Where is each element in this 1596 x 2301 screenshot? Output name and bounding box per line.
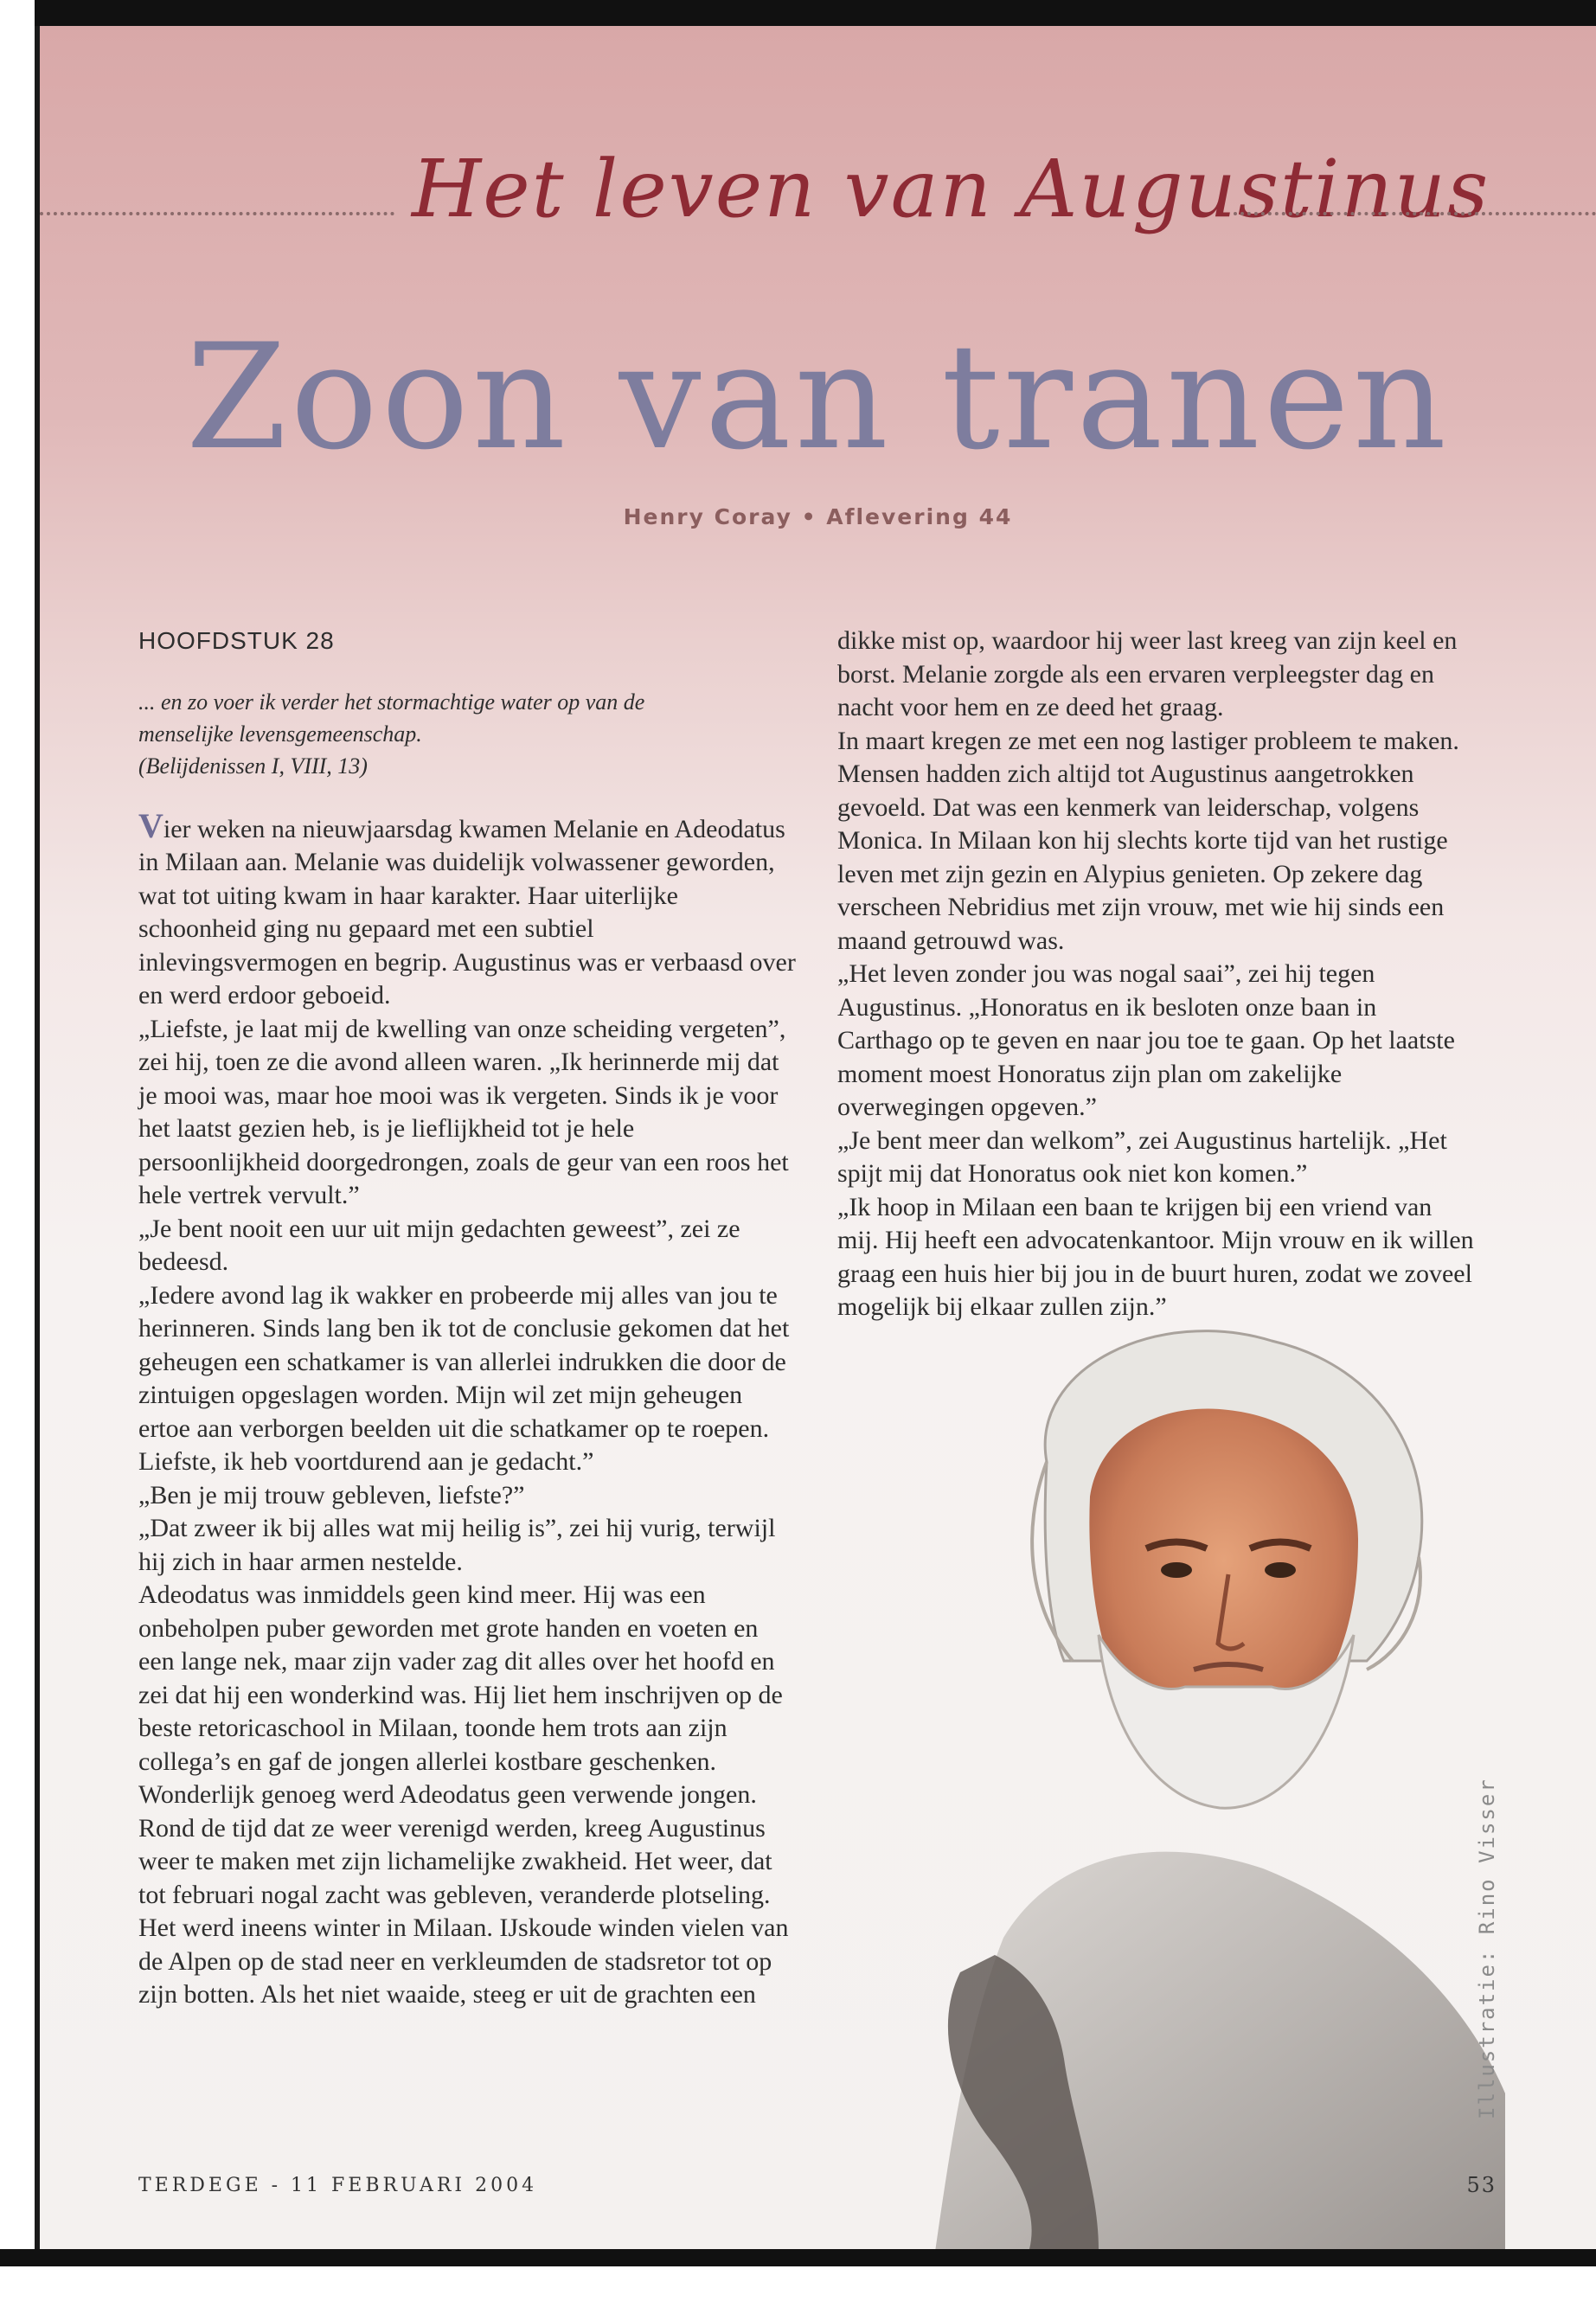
- paragraph: „Je bent meer dan welkom”, zei Augustinus hartelijk. „Het spijt mij dat Honoratus ook niet kon komen.”: [837, 1125, 1447, 1188]
- epigraph: [138, 686, 796, 782]
- right-column: [837, 625, 1477, 1324]
- top-border: [0, 0, 1596, 26]
- dotted-rule-right: [1234, 212, 1596, 215]
- paragraph: „Liefste, je laat mij de kwelling van onze scheiding vergeten”, zei hij, toen ze die avond alleen waren. „Ik herinnerde mij dat je mooi was, maar hoe mooi was ik vergeten. Sinds ik je voor het laatst gezien heb, is je lieflijkheid tot je hele persoonlijkheid doorgedrongen, zoals de geur van een roos het hele vertrek vervult.”: [138, 1014, 789, 1209]
- paragraph: „Ik hoop in Milaan een baan te krijgen bij een vriend van mij. Hij heeft een advocatenkantoor. Mijn vrouw en ik willen graag een huis hier bij jou in de buurt huren, zodat we zoveel mogelijk bij elkaar zullen zijn.”: [837, 1192, 1474, 1321]
- bottom-margin: [0, 2266, 1596, 2301]
- paragraph: Adeodatus was inmiddels geen kind meer. Hij was een onbeholpen puber geworden met grote handen en voeten en een lange nek, maar zijn vader zag dit alles over het hoofd en zei dat hij een wonderkind was. Hij liet hem inschrijven op de beste retoricaschool in Milaan, toonde hem trots aan zijn collega’s en gaf de jongen allerlei kostbare geschenken. Wonderlijk genoeg werd Adeodatus geen verwende jongen.: [138, 1580, 783, 1809]
- bottom-border: [0, 2249, 1596, 2266]
- left-column: [138, 625, 796, 2012]
- paragraph-text: ier weken na nieuwjaarsdag kwamen Melanie en Adeodatus in Milaan aan. Melanie was duidelijk volwassener geworden, wat tot uiting kwam in haar karakter. Haar uiterlijke schoonheid ging nu gepaard met een subtiel inlevingsvermogen en begrip. Augustinus was er verbaasd over en werd erdoor geboeid.: [138, 814, 796, 1009]
- chapter-heading: HOOFDSTUK 28: [138, 627, 335, 654]
- left-margin: [0, 0, 35, 2301]
- paragraph: „Ben je mij trouw gebleven, liefste?”: [138, 1480, 525, 1509]
- paragraph: In maart kregen ze met een nog lastiger probleem te maken. Mensen hadden zich altijd tot Augustinus aangetrokken gevoeld. Dat was een kenmerk van leiderschap, volgens Monica. In Milaan kon hij slechts korte tijd van het rustige leven met zijn gezin en Alypius genieten. Op zekere dag verscheen Nebridius met zijn vrouw, met wie hij sinds een maand getrouwd was.: [837, 726, 1459, 955]
- paragraph: „Dat zweer ik bij alles wat mij heilig is”, zei hij vurig, terwijl hij zich in haar armen nestelde.: [138, 1514, 776, 1576]
- illustration-credit: [1475, 1778, 1509, 2119]
- dotted-rule-left: [40, 212, 394, 215]
- paragraph: [138, 805, 796, 1013]
- paragraph: dikke mist op, waardoor hij weer last kreeg van zijn keel en borst. Melanie zorgde als een ervaren verpleegster dag en nacht voor hem en ze deed het graag.: [837, 626, 1458, 721]
- paragraph: „Je bent nooit een uur uit mijn gedachten geweest”, zei ze bedeesd.: [138, 1214, 740, 1276]
- epigraph-line: menselijke levensgemeenschap.: [138, 721, 422, 747]
- illustration-credit-text: Illustratie: Rino Visser: [1475, 1778, 1499, 2119]
- byline: Henry Coray • Aflevering 44: [623, 504, 1013, 529]
- epigraph-source: (Belijdenissen I, VIII, 13): [138, 753, 368, 779]
- paragraph: Rond de tijd dat ze weer verenigd werden, kreeg Augustinus weer te maken met zijn lichamelijke zwakheid. Het weer, dat tot februari nogal zacht was gebleven, veranderde plotseling. Het werd ineens winter in Milaan. IJskoude winden vielen van de Alpen op de stad neer en verkleumden de stadsretor tot op zijn botten. Als het niet waaide, steeg er uit de grachten een: [138, 1813, 789, 2009]
- portrait-illustration: [900, 1315, 1522, 2258]
- series-title: Het leven van Augustinus: [412, 143, 1490, 235]
- headline: Zoon van tranen: [185, 312, 1451, 482]
- series-header: [40, 143, 1596, 247]
- epigraph-line: ... en zo voer ik verder het stormachtige water op van de: [138, 689, 645, 715]
- footer-publication: TERDEGE - 11 FEBRUARI 2004: [138, 2175, 538, 2196]
- page-number: 53: [1466, 2173, 1497, 2197]
- paragraph: „Iedere avond lag ik wakker en probeerde mij alles van jou te herinneren. Sinds lang ben ik tot de conclusie gekomen dat het geheugen een schatkamer is van allerlei indrukken die door de zintuigen opgeslagen worden. Mijn wil zet mijn geheugen ertoe aan verborgen beelden uit die schatkamer op te roepen. Liefste, ik heb voortdurend aan je gedacht.”: [138, 1280, 790, 1476]
- paragraph: „Het leven zonder jou was nogal saai”, zei hij tegen Augustinus. „Honoratus en ik besloten onze baan in Carthago op te geven en naar jou toe te gaan. Op het laatste moment moest Honoratus zijn plan om zakelijke overwegingen opgeven.”: [837, 959, 1455, 1121]
- drop-cap: V: [138, 805, 163, 845]
